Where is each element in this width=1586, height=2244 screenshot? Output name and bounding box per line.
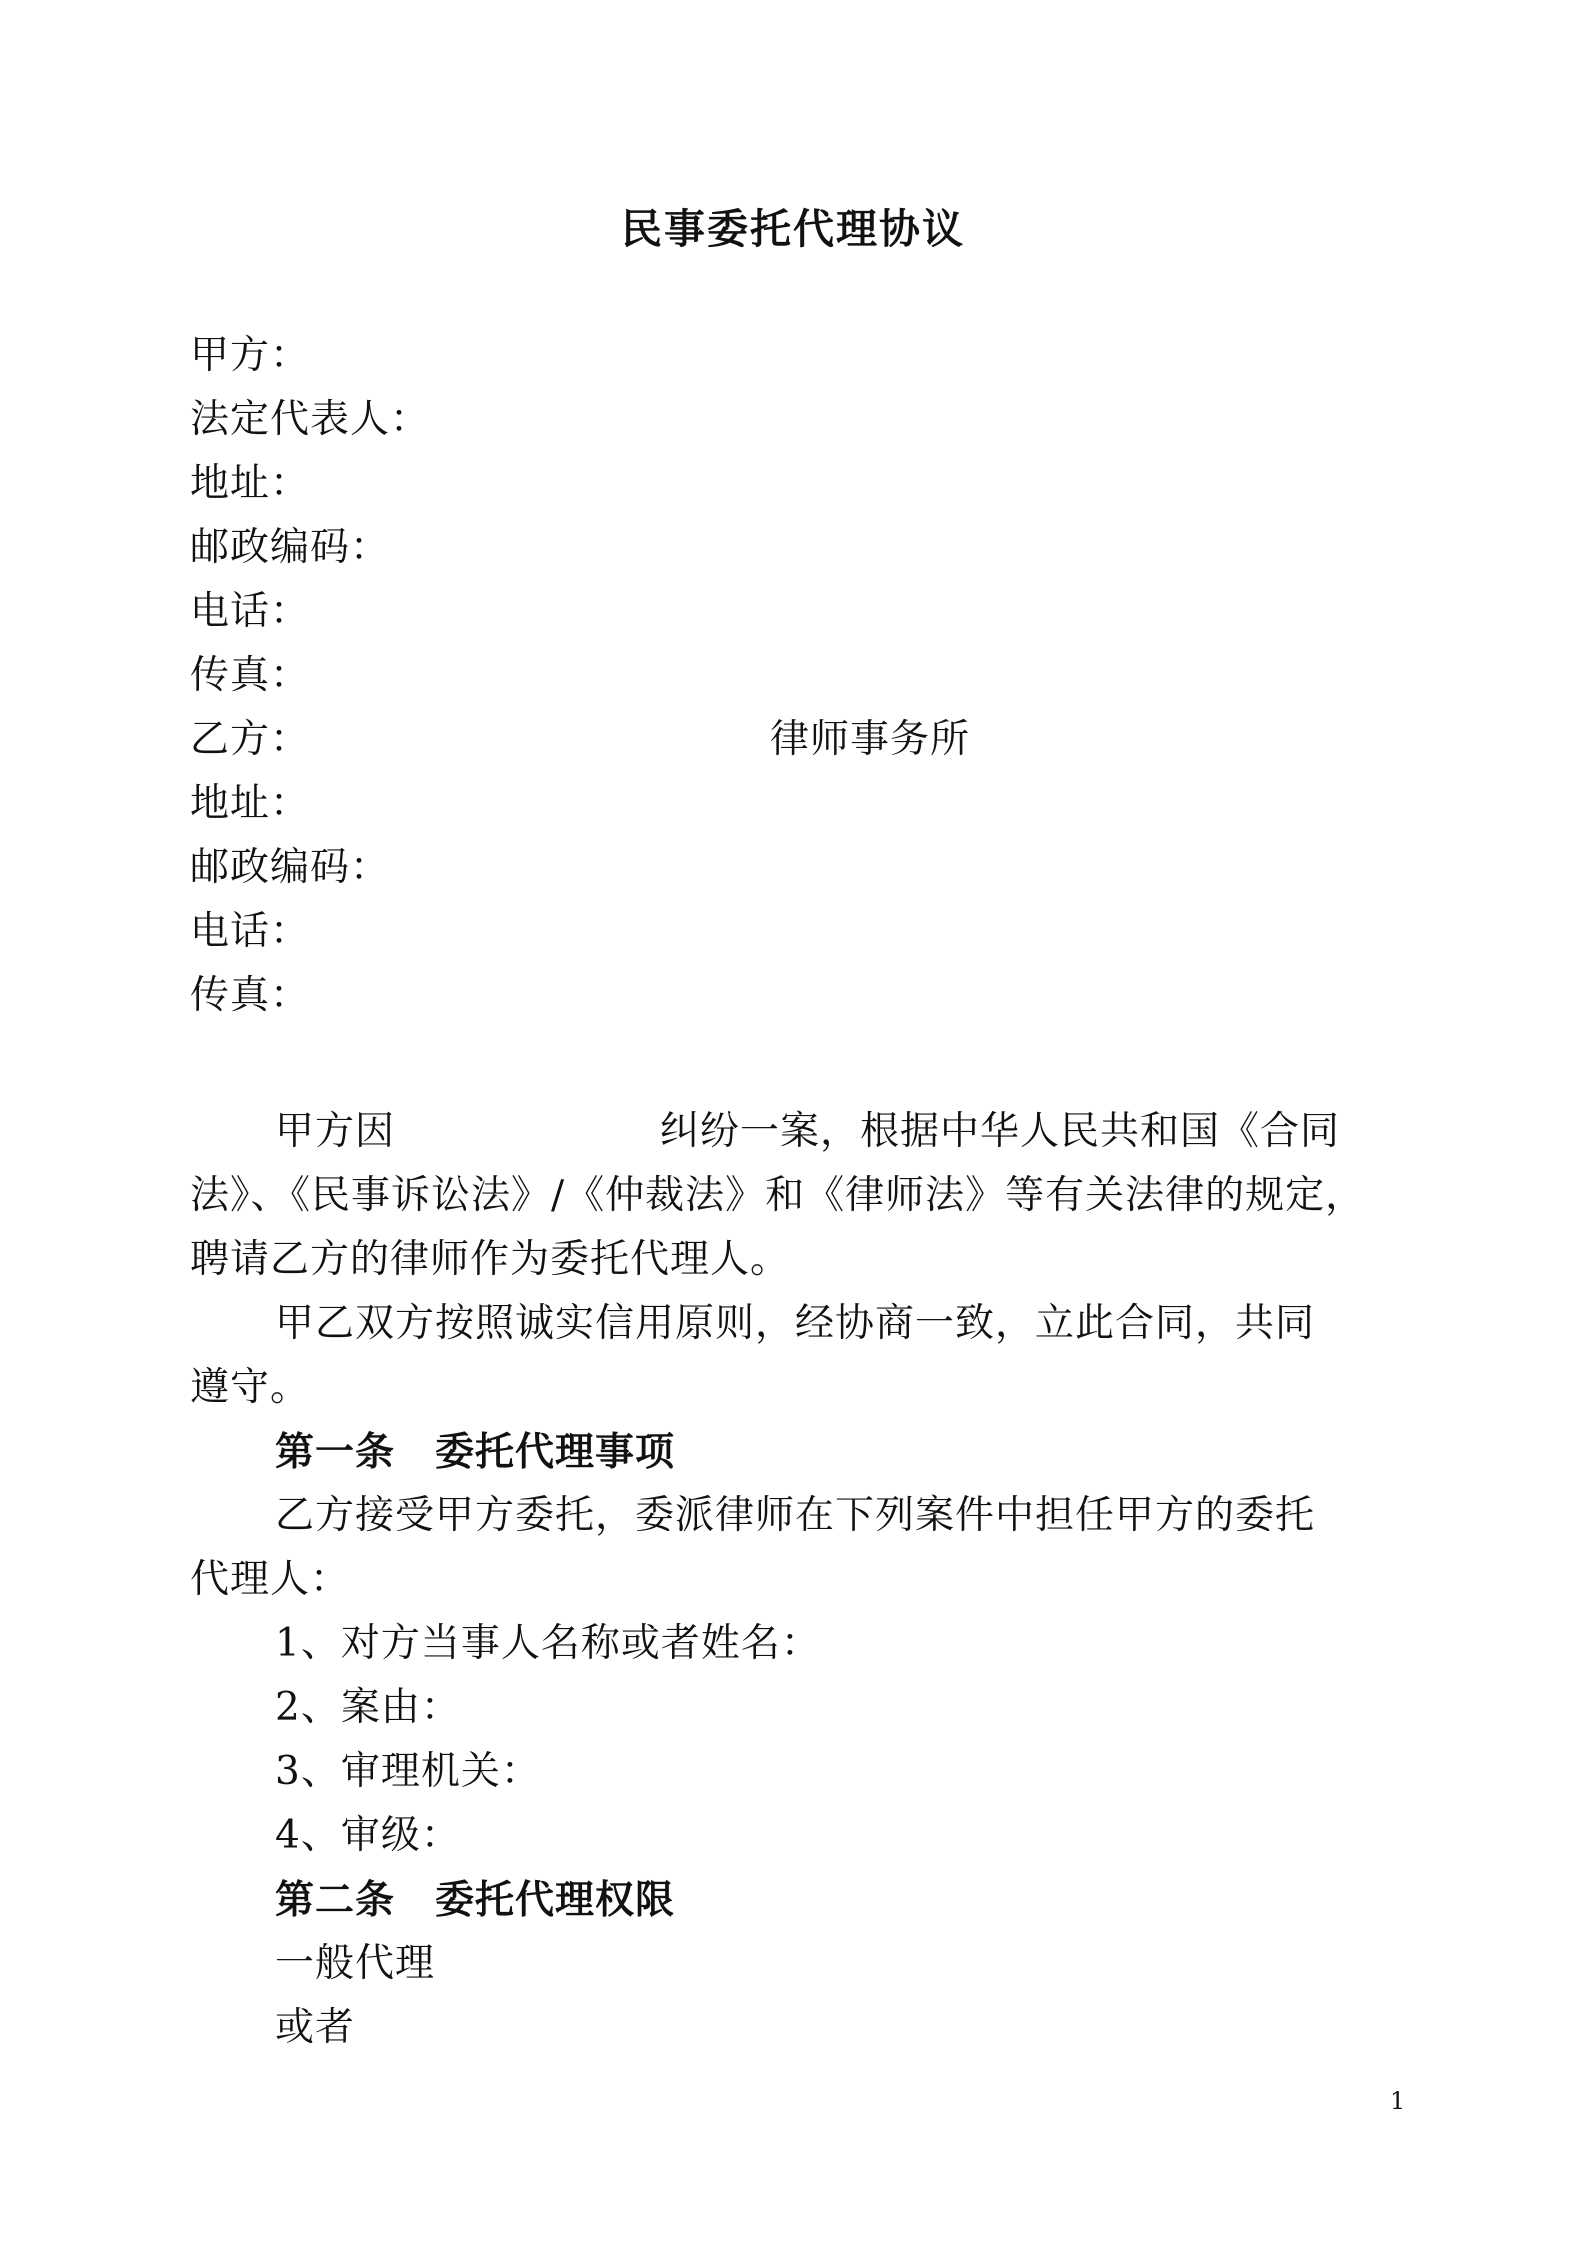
party-b-name-label: 乙方： — [190, 717, 311, 762]
party-b-address-label: 地址： — [190, 781, 311, 826]
article-1-text-line-2: 代理人： — [190, 1557, 351, 1602]
party-a-phone-label: 电话： — [190, 589, 311, 634]
party-b-phone-label: 电话： — [190, 909, 311, 954]
party-a-postcode-label: 邮政编码： — [190, 525, 391, 570]
intro-line-3: 聘请乙方的律师作为委托代理人。 — [190, 1237, 791, 1282]
party-b-postcode-label: 邮政编码： — [190, 845, 391, 890]
party-a-address-label: 地址： — [190, 461, 311, 506]
article-1-item-4: 4、审级： — [275, 1813, 461, 1858]
article-1-title: 委托代理事项 — [435, 1429, 676, 1475]
article-1-heading — [275, 1420, 675, 1484]
intro-line-2: 法》、《民事诉讼法》/《仲裁法》和《律师法》等有关法律的规定， — [190, 1173, 1366, 1218]
party-b-fax-label: 传真： — [190, 973, 311, 1018]
article-1-text-line-1: 乙方接受甲方委托，委派律师在下列案件中担任甲方的委托 — [275, 1493, 1316, 1538]
party-a-fax-label: 传真： — [190, 653, 311, 698]
article-2-option-1: 一般代理 — [275, 1941, 436, 1986]
intro-p2-line-2: 遵守。 — [190, 1365, 311, 1410]
intro-p2-line-1: 甲乙双方按照诚实信用原则，经协商一致，立此合同，共同 — [275, 1301, 1316, 1346]
intro-line-1a: 甲方因 — [275, 1109, 396, 1154]
party-a-rep-label: 法定代表人： — [190, 397, 431, 442]
article-1-item-2: 2、案由： — [275, 1685, 461, 1730]
page-number: 1 — [1390, 2087, 1406, 2115]
article-2-title: 委托代理权限 — [435, 1877, 676, 1923]
document-title: 民事委托代理协议 — [621, 205, 965, 253]
article-1-item-1: 1、对方当事人名称或者姓名： — [275, 1621, 821, 1666]
article-2-number: 第二条 — [275, 1877, 396, 1923]
party-b-firm-suffix: 律师事务所 — [770, 717, 971, 762]
article-2-heading — [275, 1868, 675, 1932]
party-a-name-label: 甲方： — [190, 333, 311, 378]
article-1-number: 第一条 — [275, 1429, 396, 1475]
intro-line-1b: 纠纷一案，根据中华人民共和国《合同 — [660, 1109, 1341, 1154]
article-1-item-3: 3、审理机关： — [275, 1749, 541, 1794]
article-2-option-2: 或者 — [275, 2005, 356, 2050]
